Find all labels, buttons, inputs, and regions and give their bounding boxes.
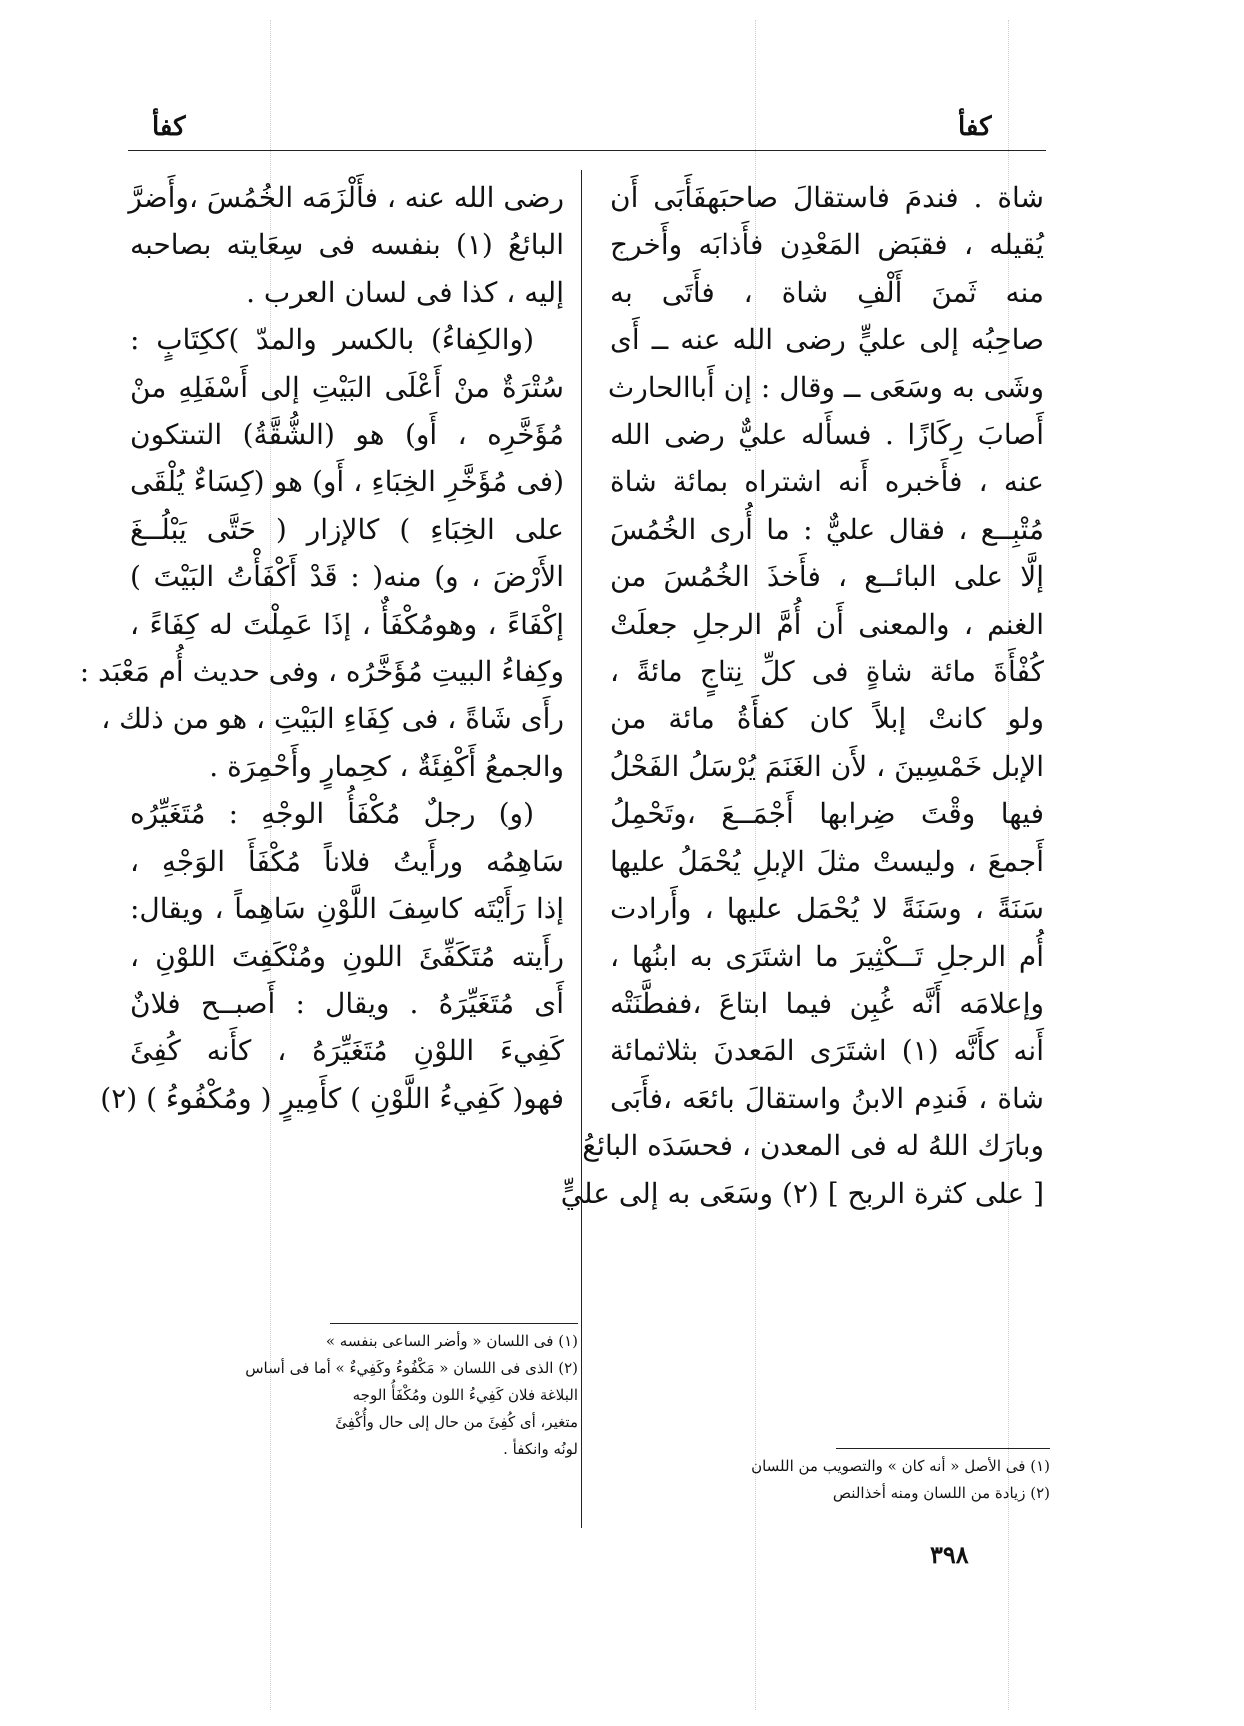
text-line: إذا رَأَيْتَه كاسِفَ اللَّوْنِ سَاهِماً ، ويقال: (130, 892, 564, 926)
text-line: رضى الله عنه ، فأَلْزَمَه الخُمُسَ ،وأَضرَّ (128, 181, 564, 214)
text-line: وكِفاءُ البيتِ مُؤَخَّرُه ، وفى حديث أُم مَعْبَد : (79, 655, 564, 689)
column-divider (581, 170, 582, 1528)
text-line: [ على كثرة الربح ] (٢) وسَعَى به إلى عليٍّ (560, 1176, 1044, 1210)
text-line: أَى مُتَغَيِّرَهُ . ويقال : أَصبــح فلانٌ (130, 986, 564, 1020)
text-line: سَاهِمُه ورأَيتُ فلاناً مُكْفَأَ الوَجْهِ ، (130, 844, 564, 878)
text-line: البائعُ (١) بنفسه فى سِعَايته بصاحبه (130, 228, 565, 262)
text-line: رأَيته مُتَكَفِّئَ اللونِ ومُنْكَفِتَ اللوْنِ ، (130, 939, 564, 973)
footnote: (١) فى الأصل « أنه كان » والتصويب من اللسان (751, 1457, 1050, 1475)
text-line: عنه ، فأَخبره أَنه اشتراه بمائة شاة (610, 465, 1044, 499)
text-line: إليه ، كذا فى لسان العرب . (246, 275, 564, 309)
footnotes-right (688, 1453, 1050, 1507)
footnotes-left (130, 1328, 578, 1463)
running-head-right: كفأ (958, 112, 992, 142)
text-line: الغنم ، والمعنى أَن أُمَّ الرجلِ جعلَتْ (610, 607, 1044, 641)
text-line: مُؤَخَّرِه ، أَو) هو (الشُّقَّةُ) التىتكون (130, 418, 564, 452)
footnote: (١) فى اللسان « وأضر الساعى بنفسه » (325, 1332, 578, 1350)
text-line: رأَى شَاةً ، فى كِفَاءِ البَيْتِ ، هو من ذلك ، (101, 702, 564, 736)
text-line: منه ثَمنَ أَلْفِ شاة ، فأَتَى به (610, 275, 1044, 309)
text-line: كُفْأَةَ مائة شاةٍ فى كلِّ نِتاجٍ مائةً ، (610, 655, 1044, 689)
text-line: يُقيله ، فقبَض المَعْدِن فأَذابَه وأَخرج (610, 228, 1044, 262)
text-line: سُتْرَةٌ منْ أَعْلَى البَيْتِ إلى أَسْفَلِهِ منْ (130, 370, 564, 404)
text-line: وبارَك اللهُ له فى المعدن ، فحسَدَه البائعُ (582, 1129, 1044, 1163)
running-head-left: كفأ (152, 112, 186, 142)
page-number: ٣٩٨ (930, 1540, 969, 1569)
entry-heading-line: (والكِفاءُ) بالكسر والمدّ )ككِتَابٍ : (130, 323, 534, 357)
text-line: وشَى به وسَعَى ــ وقال : إن أَباالحارث (607, 370, 1044, 404)
left-column (79, 174, 565, 1122)
text-line: والجمعُ أَكْفِئَةٌ ، كحِمارٍ وأَحْمِرَة . (209, 749, 564, 783)
text-line: كَفِيءَ اللوْنِ مُتَغَيِّرَهُ ، كأَنه كُفِئَ (130, 1034, 564, 1068)
footnote: البلاغة فلان كَفِيءُ اللون ومُكْفَأُ الوجه (352, 1386, 578, 1404)
text-line: صاحِبُه إلى عليٍّ رضى الله عنه ــ أَى (610, 323, 1044, 357)
text-line: أَجمعَ ، وليستْ مثلَ الإبلِ يُحْمَلُ عليها (610, 844, 1044, 878)
entry-heading-line: (و) رجلٌ مُكْفَأُ الوجْهِ : مُتَغَيِّرُه (130, 797, 534, 831)
text-line: شاة . فندمَ فاستقالَ صاحبَهفَأَبَى أَن (610, 181, 1044, 214)
text-line: أَصابَ رِكَازًا . فسأَله عليٌّ رضى الله (610, 418, 1044, 452)
text-line: وإعلامَه أَنَّه غُبِن فيما ابتاعَ ،ففطَّنَتْه (610, 986, 1044, 1020)
text-line: إلَّا على البائــع ، فأَخذَ الخُمُسَ من (610, 560, 1044, 594)
text-line: على الخِبَاءِ ) كالإزار ( حَتَّى يَبْلُــغَ (130, 512, 564, 546)
header-rule (128, 150, 1046, 151)
text-line: أُم الرجلِ تَــكْثِيرَ ما اشتَرَى به ابنُها ، (610, 939, 1044, 973)
text-line: فهو( كَفِيءُ اللَّوْنِ ) كأَمِيرٍ ( ومُكْفُوءُ ) (٢) (100, 1081, 564, 1115)
text-line: أَنه كأَنَّه (١) اشتَرَى المَعدنَ بثلاثمائة (610, 1034, 1044, 1068)
right-column (560, 174, 1044, 1217)
text-line: سَنَةً ، وسَنَةً لا يُحْمَل عليها ، وأَرادت (610, 892, 1044, 926)
text-line: الأَرْضَ ، و) منه( : قَدْ أَكْفَأْتُ البَيْتَ ) (130, 560, 564, 594)
text-line: الإبل خَمْسِينَ ، لأَن الغَنَمَ يُرْسَلُ الفَحْلُ (609, 749, 1044, 783)
text-line: مُتْبِــع ، فقال عليٌّ : ما أُرى الخُمُسَ (610, 512, 1044, 546)
footnote-rule-left (330, 1323, 578, 1324)
footnote-rule-right (836, 1448, 1050, 1449)
text-line: شاة ، فَندِم الابنُ واستقالَ بائعَه ،فأَبَى (610, 1081, 1044, 1115)
text-line: فيها وقْتَ ضِرابها أَجْمَــعَ ،وتَحْمِلُ (610, 797, 1044, 831)
footnote: لونُه وانكفأ . (503, 1440, 578, 1458)
footnote: متغير، أى كُفِئَ من حال إلى حال وأُكْفِئَ (335, 1413, 578, 1431)
text-line: إكْفَاءً ، وهومُكْفَأٌ ، إذَا عَمِلْتَ له كِفَاءً ، (130, 607, 564, 641)
footnote: (٢) الذى فى اللسان « مَكْفُوءُ وكَفِيءٌ » أما فى أساس (245, 1359, 578, 1377)
text-line: ولو كانتْ إبلاً كان كفأَةُ مائة من (610, 702, 1044, 736)
footnote: (٢) زيادة من اللسان ومنه أخذالنص (832, 1484, 1050, 1502)
text-line: (فى مُؤَخَّرِ الخِبَاءِ ، أَو) هو (كِسَاءٌ يُلْقَى (130, 465, 564, 499)
